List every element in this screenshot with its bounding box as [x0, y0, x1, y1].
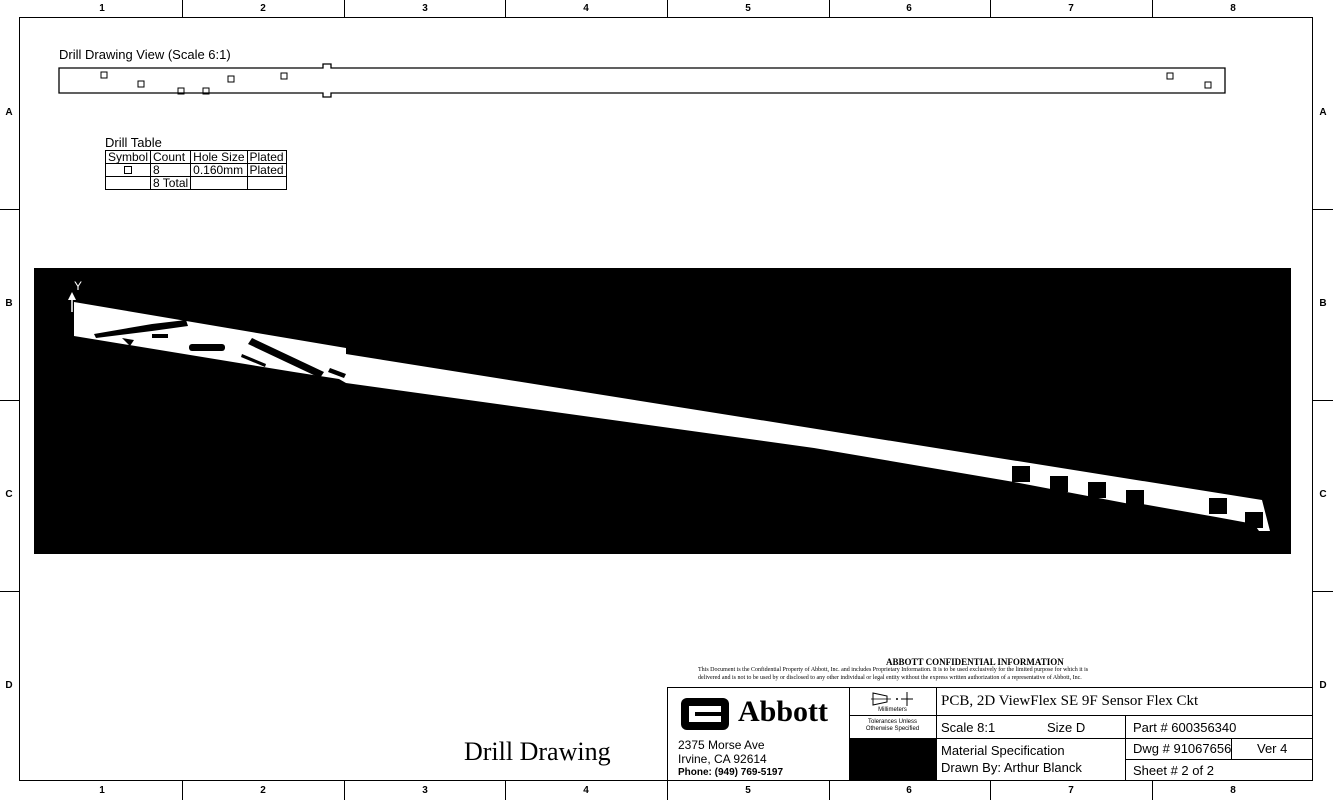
- y-axis-label: Y: [74, 279, 83, 293]
- zone-column-label: 3: [422, 785, 428, 796]
- part-number: Part # 600356340: [1133, 720, 1237, 735]
- zone-column-label: 1: [99, 3, 105, 14]
- connector-pad: [1209, 498, 1227, 514]
- title-block-divider: [1125, 715, 1126, 781]
- drawn-by: Drawn By: Arthur Blanck: [941, 760, 1082, 775]
- table-cell: [106, 177, 151, 190]
- table-row: [106, 164, 287, 177]
- zone-column-label: 4: [583, 785, 589, 796]
- version: Ver 4: [1257, 741, 1288, 756]
- connector-pad: [1245, 512, 1263, 528]
- left-tick: [0, 591, 19, 592]
- sheet-number: Sheet # 2 of 2: [1133, 763, 1214, 778]
- scale-label: Scale 8:1: [941, 720, 996, 735]
- address-line-2: Irvine, CA 92614: [678, 752, 767, 766]
- left-tick: [0, 400, 19, 401]
- drill-table: [105, 150, 287, 190]
- drill-hole-symbol: [101, 72, 107, 78]
- bottom-tick: [667, 781, 668, 800]
- zone-column-label: 5: [745, 3, 751, 14]
- projection-symbol-icon: [871, 690, 915, 706]
- drill-hole-symbol: [1167, 73, 1173, 79]
- abbott-logo-icon: [679, 696, 731, 732]
- zone-row-label: B: [5, 298, 13, 309]
- top-tick: [505, 0, 506, 17]
- units-label: Millimeters: [878, 707, 907, 713]
- zone-column-label: 5: [745, 785, 751, 796]
- title-block-divider: [936, 687, 937, 781]
- table-cell: 8 Total: [151, 177, 191, 190]
- right-tick: [1313, 400, 1333, 401]
- table-row: [106, 177, 287, 190]
- zone-column-label: 8: [1230, 785, 1236, 796]
- drill-hole-symbol: [1205, 82, 1211, 88]
- bottom-tick: [505, 781, 506, 800]
- drawing-number: Dwg # 91067656: [1133, 741, 1232, 756]
- phone-number: Phone: (949) 769-5197: [678, 767, 784, 778]
- zone-column-label: 2: [260, 785, 266, 796]
- table-cell: [247, 177, 286, 190]
- bottom-tick: [829, 781, 830, 800]
- drill-hole-symbol: [228, 76, 234, 82]
- zone-column-label: 6: [906, 785, 912, 796]
- table-header: Plated: [247, 151, 286, 164]
- tolerance-block: [850, 739, 936, 781]
- drill-hole-symbol: [281, 73, 287, 79]
- zone-row-label: D: [5, 680, 13, 691]
- drill-table-title: Drill Table: [105, 135, 162, 150]
- table-header: Symbol: [106, 151, 151, 164]
- bottom-tick: [344, 781, 345, 800]
- zone-row-label: A: [5, 107, 13, 118]
- zone-row-label: C: [1319, 489, 1327, 500]
- table-header: Count: [151, 151, 191, 164]
- title-block-divider: [936, 715, 1313, 716]
- connector-pad: [1126, 490, 1144, 506]
- confidential-line-1: This Document is the Confidential Property of Abbott, Inc. and includes Proprietary Information. It is to be used exclusively for the limited purpose for which it is: [698, 667, 1089, 673]
- company-name: Abbott: [738, 695, 829, 728]
- zone-column-label: 1: [99, 785, 105, 796]
- table-header: Hole Size: [191, 151, 247, 164]
- zone-column-label: 7: [1068, 3, 1074, 14]
- board-view: [34, 268, 1291, 554]
- zone-column-label: 8: [1230, 3, 1236, 14]
- zone-column-label: 2: [260, 3, 266, 14]
- product-title: PCB, 2D ViewFlex SE 9F Sensor Flex Ckt: [941, 693, 1199, 709]
- table-cell: Plated: [247, 164, 286, 177]
- left-tick: [0, 209, 19, 210]
- title-block-divider: [936, 738, 1313, 739]
- bottom-tick: [182, 781, 183, 800]
- connector-pad: [1088, 482, 1106, 498]
- zone-column-label: 7: [1068, 785, 1074, 796]
- zone-column-label: 6: [906, 3, 912, 14]
- drawing-title: Drill Drawing: [464, 737, 611, 766]
- right-tick: [1313, 209, 1333, 210]
- confidential-heading: ABBOTT CONFIDENTIAL INFORMATION: [886, 657, 1064, 667]
- zone-column-label: 3: [422, 3, 428, 14]
- table-header-row: [106, 151, 287, 164]
- table-cell: [191, 177, 247, 190]
- top-tick: [667, 0, 668, 17]
- zone-row-label: A: [1319, 107, 1327, 118]
- zone-row-label: C: [5, 489, 13, 500]
- zone-row-label: D: [1319, 680, 1327, 691]
- table-cell: 0.160mm: [191, 164, 247, 177]
- bottom-tick: [1152, 781, 1153, 800]
- confidential-line-2: delivered and is not to be used by or disclosed to any other individual or legal entity without the express written authorization of a representative of Abbott, Inc.: [698, 675, 1082, 681]
- title-block-divider: [1125, 759, 1313, 760]
- tolerance-line-1: Tolerances Unless: [867, 719, 918, 725]
- top-tick: [182, 0, 183, 17]
- material-spec: Material Specification: [941, 743, 1065, 758]
- title-block-divider: [849, 715, 936, 716]
- tolerance-line-2: Otherwise Specified: [865, 726, 920, 732]
- drill-hole-symbol: [124, 166, 132, 174]
- zone-row-label: B: [1319, 298, 1327, 309]
- top-tick: [1152, 0, 1153, 17]
- address-line-1: 2375 Morse Ave: [678, 738, 765, 752]
- top-tick: [990, 0, 991, 17]
- drill-view-title: Drill Drawing View (Scale 6:1): [59, 47, 231, 62]
- connector-pad: [1012, 466, 1030, 482]
- drill-view-outline: [55, 62, 1230, 102]
- top-tick: [829, 0, 830, 17]
- top-tick: [344, 0, 345, 17]
- zone-column-label: 4: [583, 3, 589, 14]
- right-tick: [1313, 591, 1333, 592]
- table-cell: 8: [151, 164, 191, 177]
- size-label: Size D: [1047, 720, 1086, 735]
- symbol-cell: [106, 164, 151, 177]
- connector-pad: [1050, 476, 1068, 492]
- bottom-tick: [990, 781, 991, 800]
- drill-hole-symbol: [138, 81, 144, 87]
